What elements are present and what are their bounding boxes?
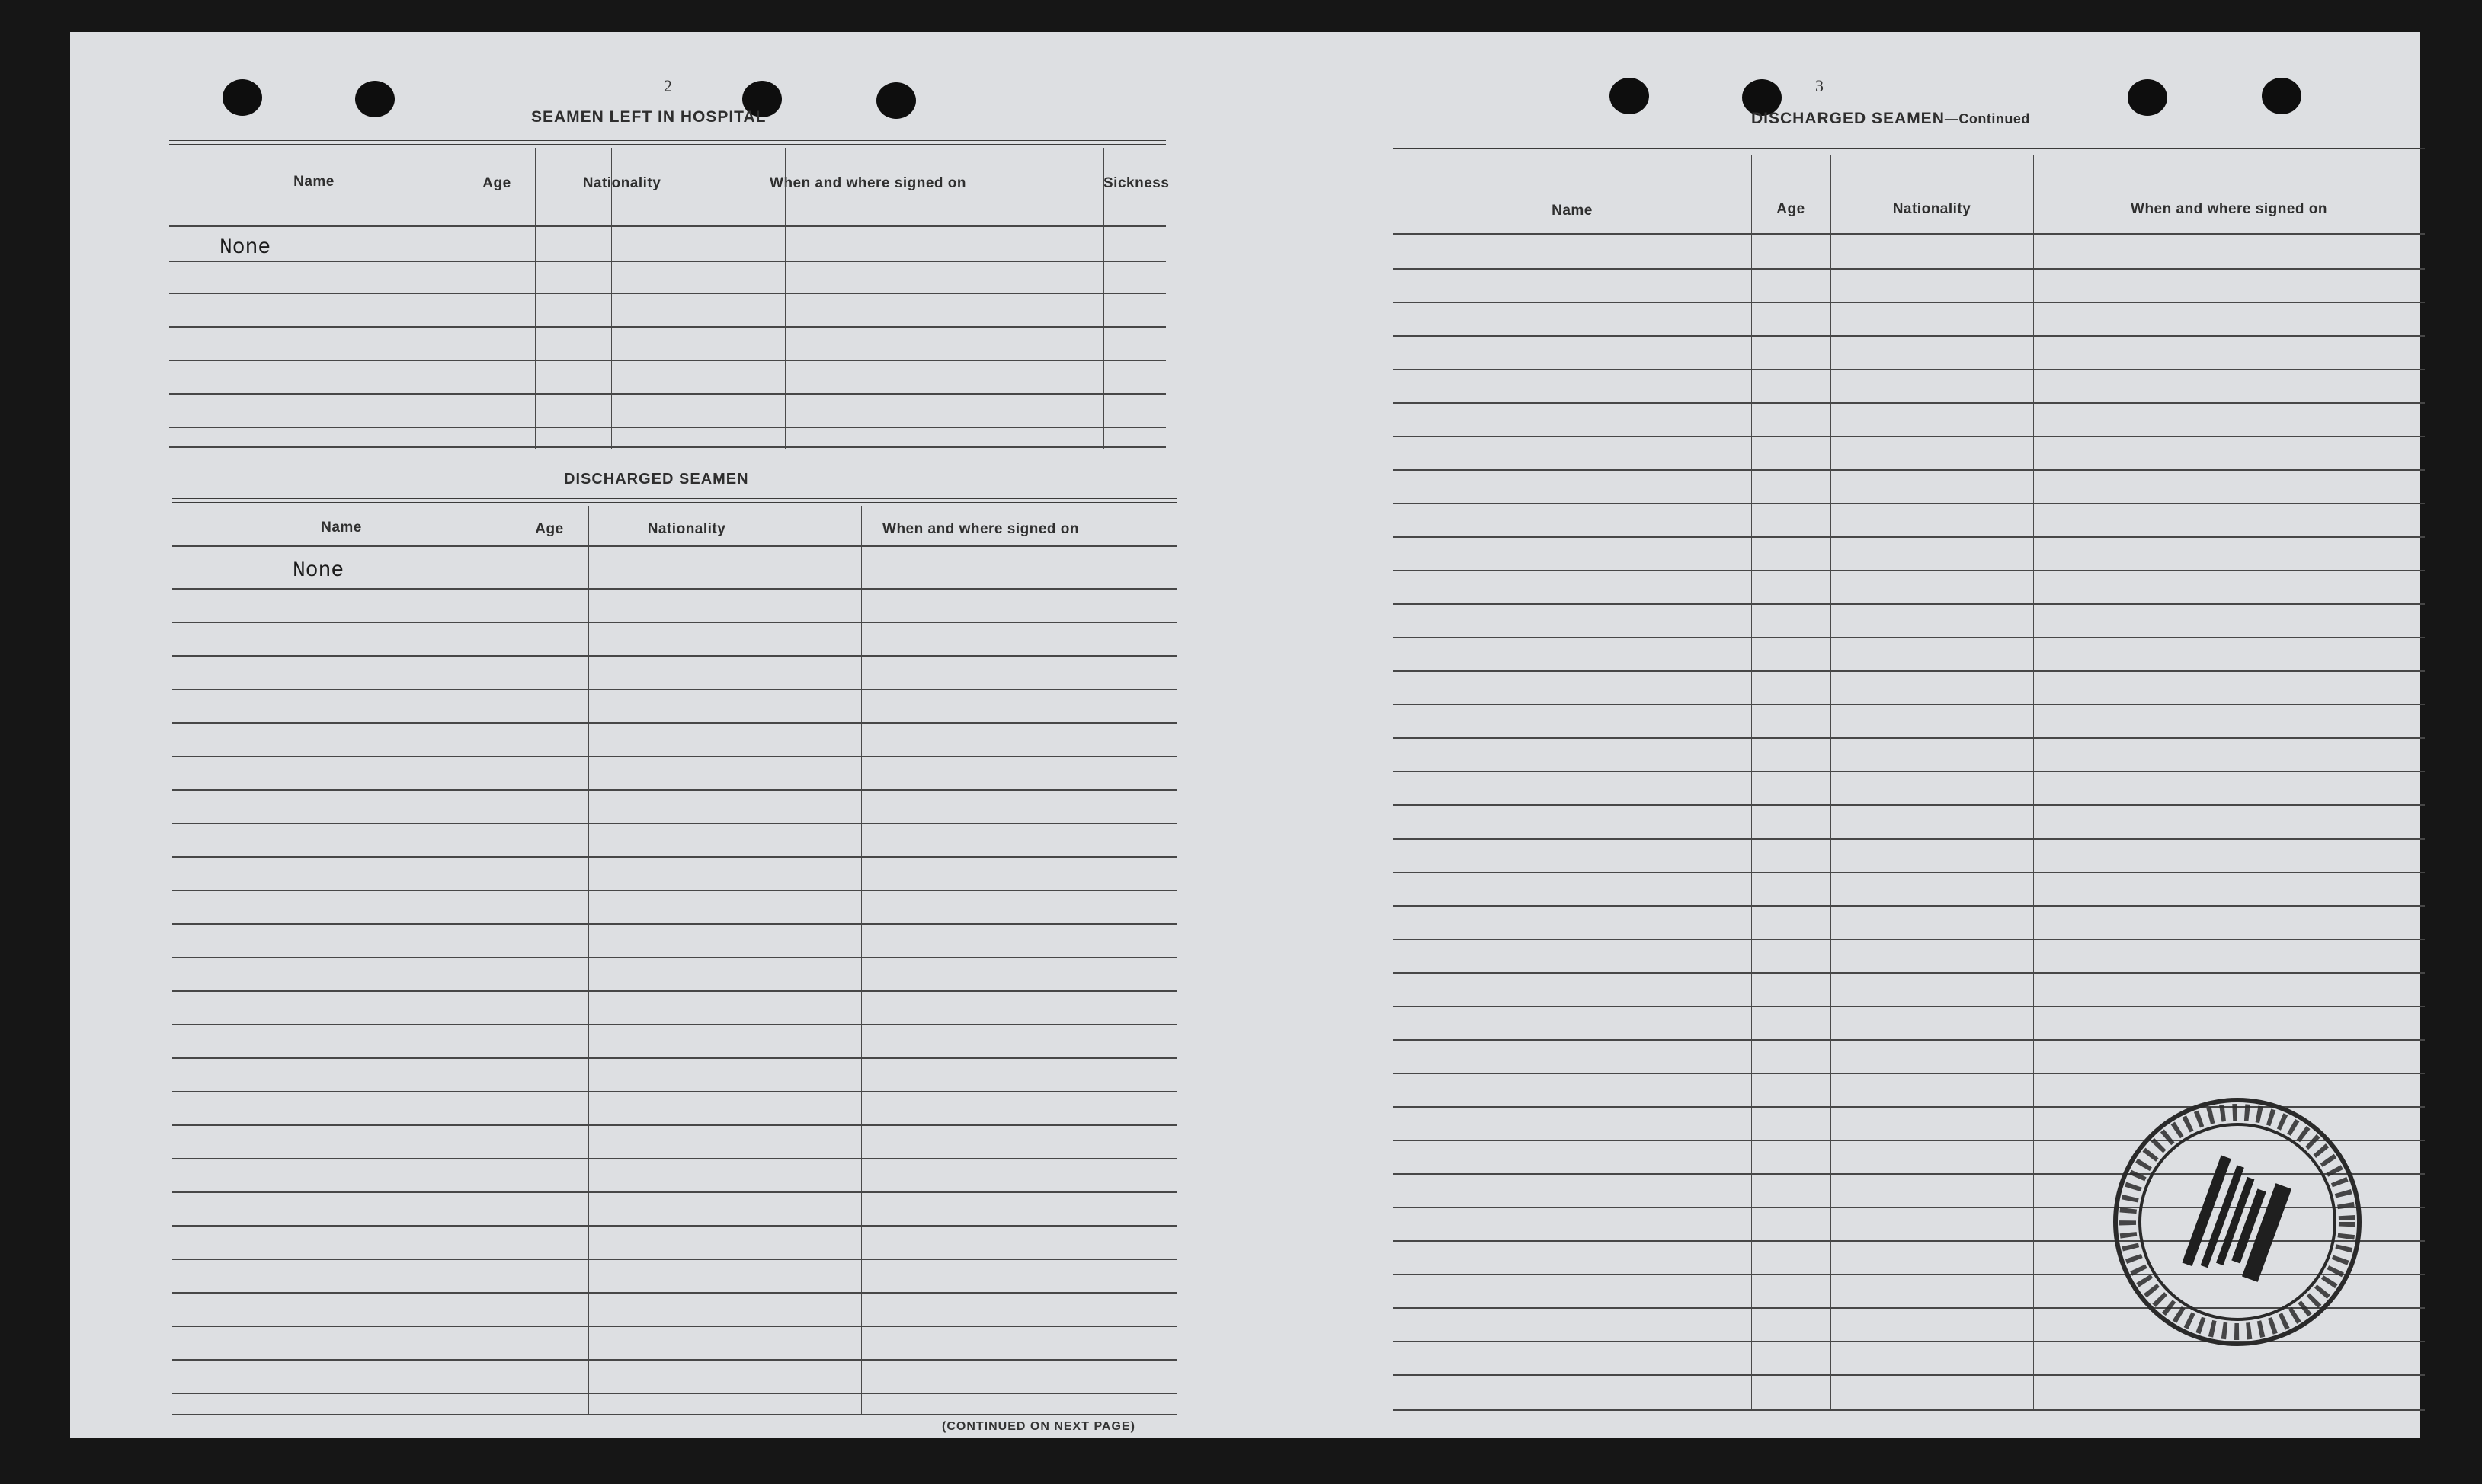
punch-hole [355, 81, 395, 117]
row-rule [1393, 771, 2425, 772]
row-rule [169, 293, 1166, 294]
row-rule [169, 360, 1166, 361]
row-rule [1393, 905, 2425, 907]
row-rule [172, 856, 1177, 858]
row-rule [172, 823, 1177, 824]
row-rule [172, 622, 1177, 623]
hospital-entry-none: None [219, 236, 271, 260]
column-header-nationality: Nationality [647, 521, 726, 537]
row-rule [172, 1191, 1177, 1193]
row-rule [1393, 704, 2425, 705]
punch-hole [1609, 78, 1649, 114]
row-rule [169, 446, 1166, 448]
left-page [70, 32, 1244, 1438]
column-divider [2033, 155, 2034, 1411]
row-rule [1393, 369, 2425, 370]
row-rule [1393, 939, 2425, 940]
row-rule [1393, 570, 2425, 571]
table-top-rule [169, 140, 1166, 145]
row-rule [1393, 670, 2425, 672]
section-title-discharged-continued [1751, 110, 2030, 128]
row-rule [169, 225, 1166, 227]
row-rule [172, 1393, 1177, 1394]
row-rule [172, 756, 1177, 757]
row-rule [172, 1124, 1177, 1126]
punch-hole [2128, 79, 2167, 116]
column-divider [535, 148, 536, 449]
row-rule [1393, 972, 2425, 974]
column-divider [1830, 155, 1831, 1411]
row-rule [172, 1359, 1177, 1361]
row-rule [1393, 335, 2425, 337]
row-rule [172, 722, 1177, 724]
document-sheet [70, 32, 2420, 1438]
row-rule [172, 957, 1177, 958]
column-header-signed-on: When and where signed on [882, 521, 1079, 537]
column-header-age: Age [1776, 201, 1805, 217]
row-rule [172, 990, 1177, 992]
page-number: 3 [1815, 76, 1824, 95]
row-rule [1393, 1006, 2425, 1007]
row-rule [1393, 469, 2425, 471]
row-rule [1393, 603, 2425, 605]
row-rule [169, 261, 1166, 262]
row-rule [172, 545, 1177, 547]
column-divider [1751, 155, 1752, 1411]
column-header-age: Age [482, 175, 511, 191]
row-rule [1393, 872, 2425, 873]
continued-footer: (CONTINUED ON NEXT PAGE) [942, 1420, 1135, 1433]
row-rule [1393, 268, 2425, 270]
section-title-hospital: SEAMEN LEFT IN HOSPITAL [531, 108, 767, 126]
column-header-nationality: Nationality [1892, 201, 1971, 217]
row-rule [172, 1414, 1177, 1415]
row-rule [172, 655, 1177, 657]
row-rule [1393, 838, 2425, 840]
column-divider [785, 148, 786, 449]
row-rule [1393, 402, 2425, 404]
punch-hole [2262, 78, 2301, 114]
column-header-age: Age [535, 521, 564, 537]
row-rule [1393, 804, 2425, 806]
row-rule [1393, 1073, 2425, 1074]
column-divider [611, 148, 612, 449]
column-header-signed-on: When and where signed on [770, 175, 966, 191]
column-divider [1103, 148, 1104, 449]
row-rule [172, 1225, 1177, 1227]
row-rule [172, 890, 1177, 891]
row-rule [172, 789, 1177, 791]
row-rule [172, 1292, 1177, 1294]
row-rule [169, 427, 1166, 428]
row-rule [1393, 637, 2425, 638]
column-header-name: Name [293, 174, 335, 190]
row-rule [172, 1091, 1177, 1092]
column-header-sickness: Sickness [1103, 175, 1170, 191]
row-rule [1393, 737, 2425, 739]
column-header-nationality: Nationality [582, 175, 661, 191]
row-rule [172, 1024, 1177, 1025]
row-rule [172, 1259, 1177, 1260]
row-rule [172, 588, 1177, 590]
row-rule [1393, 302, 2425, 303]
table-top-rule [172, 498, 1177, 503]
column-header-name: Name [321, 520, 362, 536]
row-rule [172, 689, 1177, 690]
row-rule [1393, 233, 2425, 235]
column-divider [861, 506, 862, 1414]
row-rule [1393, 436, 2425, 437]
table-top-rule [1393, 148, 2425, 152]
row-rule [1393, 536, 2425, 538]
discharged-table [172, 498, 1177, 1416]
punch-hole [876, 82, 916, 119]
row-rule [172, 923, 1177, 925]
title-main: DISCHARGED SEAMEN [1751, 110, 1945, 127]
row-rule [1393, 1409, 2425, 1411]
punch-hole [223, 79, 262, 116]
column-divider [588, 506, 589, 1414]
received-stamp [2108, 1092, 2367, 1351]
discharged-entry-none: None [293, 559, 344, 583]
section-title-discharged: DISCHARGED SEAMEN [564, 471, 749, 488]
right-page [1244, 32, 2420, 1438]
title-continued: —Continued [1944, 111, 2030, 126]
column-header-name: Name [1552, 203, 1593, 219]
row-rule [1393, 503, 2425, 504]
row-rule [1393, 1039, 2425, 1041]
page-number: 2 [664, 76, 673, 95]
hospital-table [169, 140, 1170, 453]
row-rule [172, 1057, 1177, 1059]
row-rule [172, 1326, 1177, 1327]
row-rule [169, 393, 1166, 395]
row-rule [169, 326, 1166, 328]
row-rule [1393, 1374, 2425, 1376]
row-rule [172, 1158, 1177, 1159]
column-header-signed-on: When and where signed on [2131, 201, 2327, 217]
